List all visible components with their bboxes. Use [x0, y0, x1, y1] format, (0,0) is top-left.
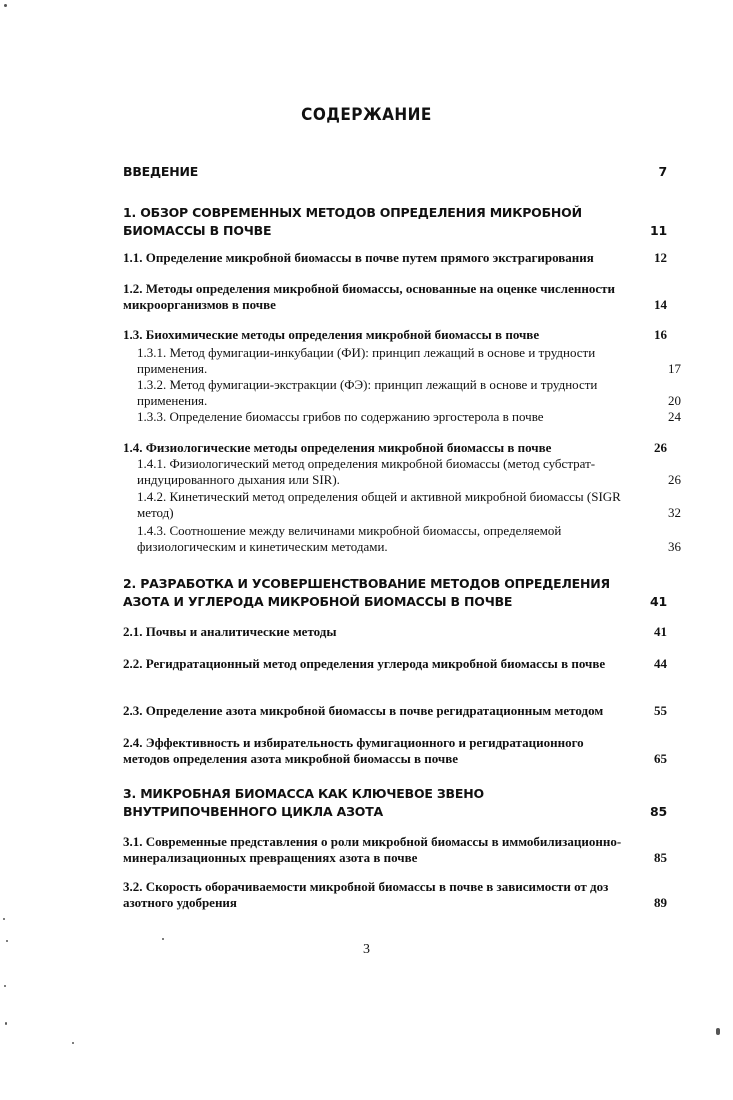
scan-speck — [162, 938, 164, 940]
toc-entry-text: 1.2. Методы определения микробной биомассы, основанные на оценке численности микроорганизмов в почве — [123, 281, 615, 312]
toc-entry-page: 17 — [668, 361, 681, 376]
toc-section-3-2 — [123, 879, 667, 911]
toc-entry-page: 32 — [668, 505, 681, 520]
toc-entry-page: 14 — [654, 297, 667, 312]
toc-chapter-2 — [123, 575, 667, 611]
toc-entry-text: 2. РАЗРАБОТКА И УСОВЕРШЕНСТВОВАНИЕ МЕТОДОВ ОПРЕДЕЛЕНИЯ АЗОТА И УГЛЕРОДА МИКРОБНОЙ БИОМАССЫ В ПОЧВЕ — [123, 576, 610, 609]
toc-entry-page: 20 — [668, 393, 681, 408]
toc-entry-page: 41 — [654, 624, 667, 639]
toc-entry-text: 1.3.3. Определение биомассы грибов по содержанию эргостерола в почве — [137, 409, 544, 424]
toc-entry-page: 7 — [658, 164, 667, 179]
toc-entry-text: 2.3. Определение азота микробной биомассы в почве регидратационным методом — [123, 703, 604, 718]
toc-entry-page: 16 — [654, 327, 667, 342]
scan-speck — [4, 4, 7, 7]
toc-entry-page: 85 — [654, 850, 667, 865]
toc-entry-page: 11 — [650, 223, 667, 238]
toc-entry-page: 85 — [650, 804, 667, 819]
toc-entry-text: 1.4.2. Кинетический метод определения общей и активной микробной биомассы (SIGR метод) — [137, 489, 621, 520]
toc-entry-text: 2.1. Почвы и аналитические методы — [123, 624, 337, 639]
toc-subsection-1-3-3 — [123, 409, 681, 425]
toc-chapter-1 — [123, 204, 667, 240]
toc-section-2-2 — [123, 656, 667, 672]
toc-entry-text: 3. МИКРОБНАЯ БИОМАССА КАК КЛЮЧЕВОЕ ЗВЕНО ВНУТРИПОЧВЕННОГО ЦИКЛА АЗОТА — [123, 786, 484, 819]
scan-speck — [6, 940, 8, 942]
toc-entry-text: 2.2. Регидратационный метод определения углерода микробной биомассы в почве — [123, 656, 606, 671]
scan-speck — [4, 985, 6, 987]
toc-entry-text: 1.3.2. Метод фумигации-экстракции (ФЭ): принцип лежащий в основе и трудности применения. — [137, 377, 598, 408]
toc-chapter-3 — [123, 785, 667, 821]
scan-speck — [72, 1042, 74, 1044]
toc-section-2-1 — [123, 624, 667, 640]
page-title: СОДЕРЖАНИЕ — [301, 105, 432, 125]
scan-speck — [5, 1022, 7, 1025]
toc-entry-text: 1.4.1. Физиологический метод определения микробной биомассы (метод субстрат-индуцированного дыхания или SIR). — [137, 456, 596, 487]
toc-entry-page: 89 — [654, 895, 667, 910]
toc-entry-text: 2.4. Эффективность и избирательность фумигационного и регидратационного методов определения азота микробной биомассы в почве — [123, 735, 584, 766]
toc-entry-text: 1.4.3. Соотношение между величинами микробной биомассы, определяемой физиологическим и кинетическим методами. — [137, 523, 562, 554]
toc-section-1-2 — [123, 281, 667, 313]
toc-entry-page: 41 — [650, 594, 667, 609]
toc-subsection-1-4-3 — [123, 523, 681, 555]
toc-entry-page: 24 — [668, 409, 681, 424]
toc-entry-page: 65 — [654, 751, 667, 766]
toc-entry-text: 1.1. Определение микробной биомассы в почве путем прямого экстрагирования — [123, 250, 594, 265]
toc-section-1-4 — [123, 440, 667, 456]
scan-speck — [716, 1028, 720, 1035]
toc-subsection-1-3-2 — [123, 377, 681, 409]
toc-entry-text: 1.3. Биохимические методы определения микробной биомассы в почве — [123, 327, 540, 342]
toc-entry-page: 44 — [654, 656, 667, 671]
page-number: 3 — [363, 942, 370, 957]
toc-section-2-4 — [123, 735, 667, 767]
toc-section-3-1 — [123, 834, 667, 866]
toc-entry-page: 36 — [668, 539, 681, 554]
toc-section-1-1 — [123, 250, 667, 266]
toc-entry-text: 3.1. Современные представления о роли микробной биомассы в иммобилизационно-минерализационных превращениях азота в почве — [123, 834, 622, 865]
toc-entry-text: 1.3.1. Метод фумигации-инкубации (ФИ): принцип лежащий в основе и трудности применения. — [137, 345, 596, 376]
toc-entry-intro — [123, 163, 667, 181]
toc-entry-text: ВВЕДЕНИЕ — [123, 164, 199, 179]
toc-subsection-1-3-1 — [123, 345, 681, 377]
toc-entry-text: 1.4. Физиологические методы определения микробной биомассы в почве — [123, 440, 552, 455]
toc-entry-page: 55 — [654, 703, 667, 718]
toc-entry-page: 26 — [654, 440, 667, 455]
toc-entry-page: 26 — [668, 472, 681, 487]
toc-subsection-1-4-2 — [123, 489, 681, 521]
toc-section-1-3 — [123, 327, 667, 343]
toc-section-2-3 — [123, 703, 667, 719]
toc-entry-page: 12 — [654, 250, 667, 265]
toc-entry-text: 3.2. Скорость оборачиваемости микробной биомассы в почве в зависимости от доз азотного удобрения — [123, 879, 609, 910]
toc-entry-text: 1. ОБЗОР СОВРЕМЕННЫХ МЕТОДОВ ОПРЕДЕЛЕНИЯ МИКРОБНОЙ БИОМАССЫ В ПОЧВЕ — [123, 205, 582, 238]
toc-subsection-1-4-1 — [123, 456, 681, 488]
scan-speck — [3, 918, 5, 920]
